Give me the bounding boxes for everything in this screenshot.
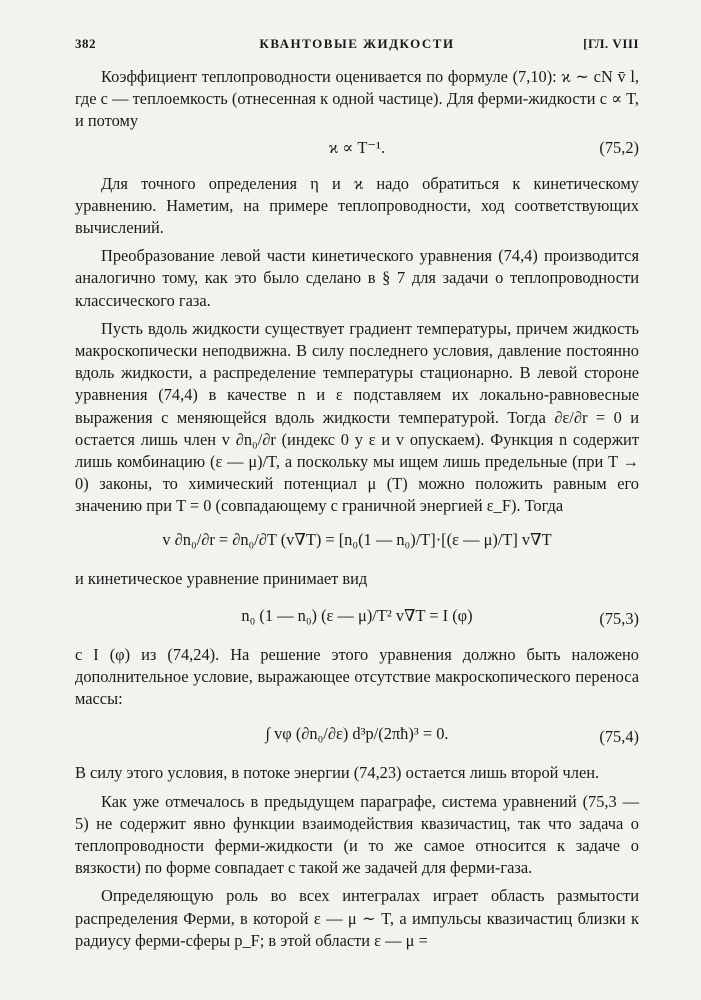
page-number: 382 [75,36,96,51]
paragraph: Преобразование левой части кинетического уравнения (74,4) производится аналогично тому, как это было сделано в § 7 для задачи о теплопроводности классического газа. [75,246,639,310]
running-header [75,36,639,58]
page-body [75,66,639,952]
paragraph: с I (φ) из (74,24). На решение этого уравнения должно быть наложено дополнительное условие, выражающее отсутствие макроскопического переноса массы: [75,644,639,709]
equation-75-3 [75,602,639,630]
equation-formula: ϰ ∝ T⁻¹. [328,137,386,157]
equation-75-2 [75,137,639,159]
equation-gradient [75,526,639,554]
chapter-ref: [ГЛ. VIII [583,36,639,51]
paragraph: Коэффициент теплопроводности оценивается по формуле (7,10): ϰ ∼ cN v̄ l, где c — теплоемкость (отнесенная к одной частице). Для ферми-жидкости c ∝ T, и потому [75,67,639,131]
paragraph: Пусть вдоль жидкости существует градиент температуры, причем жидкость макроскопически неподвижна. В силу последнего условия, давление постоянно вдоль жидкости, а распределение температуры стационарно. В левой стороне уравнения (74,4) в качестве n и ε подставляем их локально-равновесные выражения с меняющейся вдоль жидкости температурой. Тогда ∂ε/∂r = 0 и остается лишь член v ∂n₀/∂r (индекс 0 у ε и v опускаем). Функция n содержит лишь комбинацию (ε — μ)/T, а поскольку мы ищем лишь предельные (при T → 0) законы, то химический потенциал μ (T) можно положить равным его значению при T = 0 (совпадающему с граничной энергией ε_F). Тогда [75,318,639,516]
equation-number: (75,3) [599,608,639,628]
equation-formula: n₀ (1 — n₀) (ε — μ)/T² v∇T = I (φ) [241,605,473,625]
equation-number: (75,4) [599,727,639,747]
paragraph: Как уже отмечалось в предыдущем параграфе, система уравнений (75,3 — 5) не содержит явно функции взаимодействия квазичастиц, так что задача о теплопроводности ферми-жидкости (и то же самое относится к задаче о вязкости) по форме совпадает с такой же задачей для ферми-газа. [75,791,639,878]
paragraph: Определяющую роль во всех интегралах играет область размытости распределения Ферми, в которой ε — μ ∼ T, а импульсы квазичастиц близки к радиусу ферми-сферы p_F; в этой области ε — μ = [75,886,639,950]
equation-number: (75,2) [599,137,639,157]
paragraph: Для точного определения η и ϰ надо обратиться к кинетическому уравнению. Наметим, на примере теплопроводности, ход соответствующих вычислений. [75,173,639,238]
equation-75-4 [75,720,639,748]
equation-formula: ∫ vφ (∂n₀/∂ε) d³p/(2πħ)³ = 0. [265,724,449,744]
chapter-title: КВАНТОВЫЕ ЖИДКОСТИ [259,36,455,51]
paragraph: и кинетическое уравнение принимает вид [75,568,368,588]
equation-formula: v ∂n₀/∂r = ∂n₀/∂T (v∇T) = [n₀(1 — n₀)/T]·[(ε — μ)/T] v∇T [162,529,552,549]
paragraph: В силу этого условия, в потоке энергии (74,23) остается лишь второй член. [75,763,600,783]
